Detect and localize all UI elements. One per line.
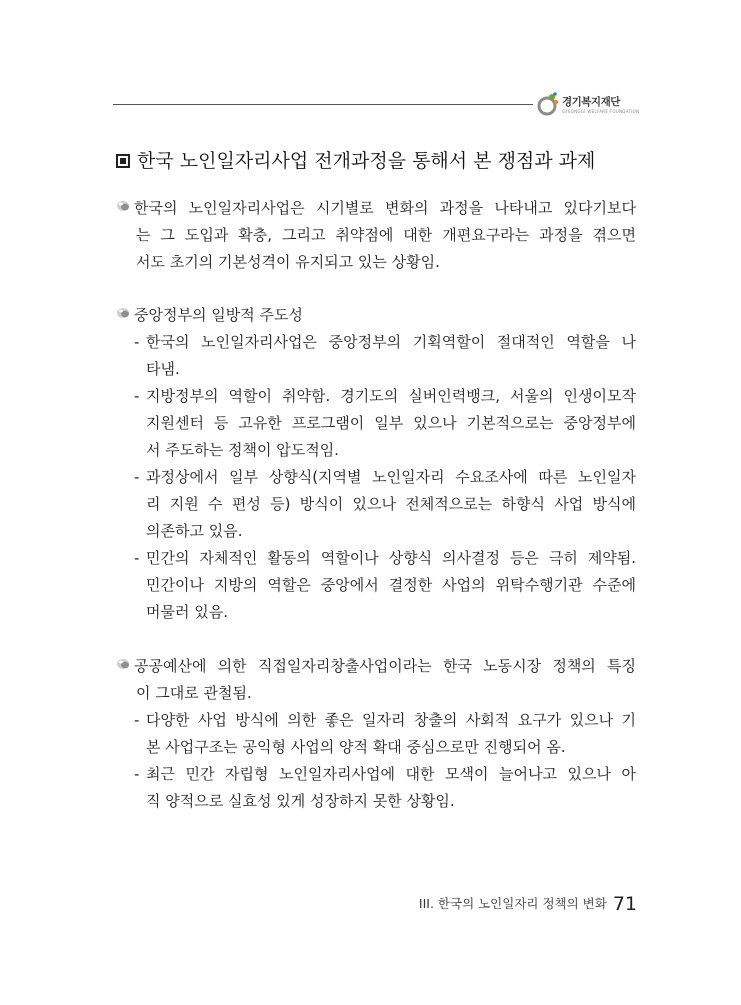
logo-subtext: GYEONGGI WELFARE FOUNDATION	[562, 109, 640, 114]
filled-square-icon	[116, 154, 130, 168]
sub-item-line: 민간의 자체적인 활동의 역할이나 상향식 의사결정 등은 극히 제약됨.	[146, 549, 636, 567]
bullet-icon	[116, 658, 132, 670]
sub-item-line: 리 지원 수 편성 등) 방식이 있으나 전체적으로는 하향식 사업 방식에	[146, 495, 636, 513]
section-title	[116, 146, 636, 173]
logo-mark-icon	[536, 91, 560, 119]
header-rule	[113, 104, 533, 105]
sub-item	[134, 707, 636, 761]
paragraph-line: 한국의 노인일자리사업은 시기별로 변화의 과정을 나타내고 있다기보다	[134, 199, 636, 217]
section-title-text: 한국 노인일자리사업 전개과정을 통해서 본 쟁점과 과제	[137, 150, 596, 172]
paragraph-line: 중앙정부의 일방적 주도성	[134, 306, 303, 324]
sub-item-line: 다양한 사업 방식에 의한 좋은 일자리 창출의 사회적 요구가 있으나 기	[146, 711, 636, 729]
page-number: 71	[612, 893, 637, 915]
dash-marker: -	[134, 765, 140, 783]
chapter-title: III. 한국의 노인일자리 정책의 변화	[418, 896, 607, 911]
logo-text: 경기복지재단	[562, 96, 620, 108]
dash-marker: -	[134, 468, 140, 486]
sub-item-line: 머물러 있음.	[146, 603, 228, 621]
dash-marker: -	[134, 711, 140, 729]
sub-item-line: 의존하고 있음.	[146, 522, 243, 540]
sub-item	[134, 383, 636, 464]
paragraph-line: 공공예산에 의한 직접일자리창출사업이라는 한국 노동시장 정책의 특징	[134, 657, 636, 675]
paragraph-line: 이 그대로 관철됨.	[136, 684, 252, 702]
bullet-icon	[116, 307, 132, 319]
dash-marker: -	[134, 333, 140, 351]
page-footer	[419, 891, 637, 913]
sub-item-line: 한국의 노인일자리사업은 중앙정부의 기획역할이 절대적인 역할을 나	[146, 333, 636, 351]
foundation-logo	[536, 91, 640, 121]
paragraph-line: 는 그 도입과 확충, 그리고 취약점에 대한 개편요구라는 과정을 겪으면	[136, 226, 636, 244]
sub-item-line: 본 사업구조는 공익형 사업의 양적 확대 중심으로만 진행되어 옴.	[146, 738, 566, 756]
bullet-item	[116, 302, 636, 626]
sub-item	[134, 761, 636, 815]
sub-item	[134, 464, 636, 545]
bullet-item	[116, 653, 636, 815]
dash-marker: -	[134, 387, 140, 405]
sub-item-line: 민간이나 지방의 역할은 중앙에서 결정한 사업의 위탁수행기관 수준에	[146, 576, 636, 594]
sub-item-line: 타냄.	[146, 360, 180, 378]
sub-item-line: 과정상에서 일부 상향식(지역별 노인일자리 수요조사에 따른 노인일자	[146, 468, 636, 486]
sub-item-line: 서 주도하는 정책이 압도적임.	[146, 441, 339, 459]
sub-item-line: 지방정부의 역할이 취약함. 경기도의 실버인력뱅크, 서울의 인생이모작	[146, 387, 636, 405]
bullet-item	[116, 195, 636, 276]
dash-marker: -	[134, 549, 140, 567]
paragraph-line: 서도 초기의 기본성격이 유지되고 있는 상황임.	[136, 253, 440, 271]
sub-item	[134, 329, 636, 383]
sub-item-line: 최근 민간 자립형 노인일자리사업에 대한 모색이 늘어나고 있으나 아	[146, 765, 636, 783]
sub-item-line: 직 양적으로 실효성 있게 성장하지 못한 상황임.	[146, 792, 455, 810]
bullet-icon	[116, 200, 132, 212]
sub-item	[134, 545, 636, 626]
sub-item-line: 지원센터 등 고유한 프로그램이 일부 있으나 기본적으로는 중앙정부에	[146, 414, 636, 432]
